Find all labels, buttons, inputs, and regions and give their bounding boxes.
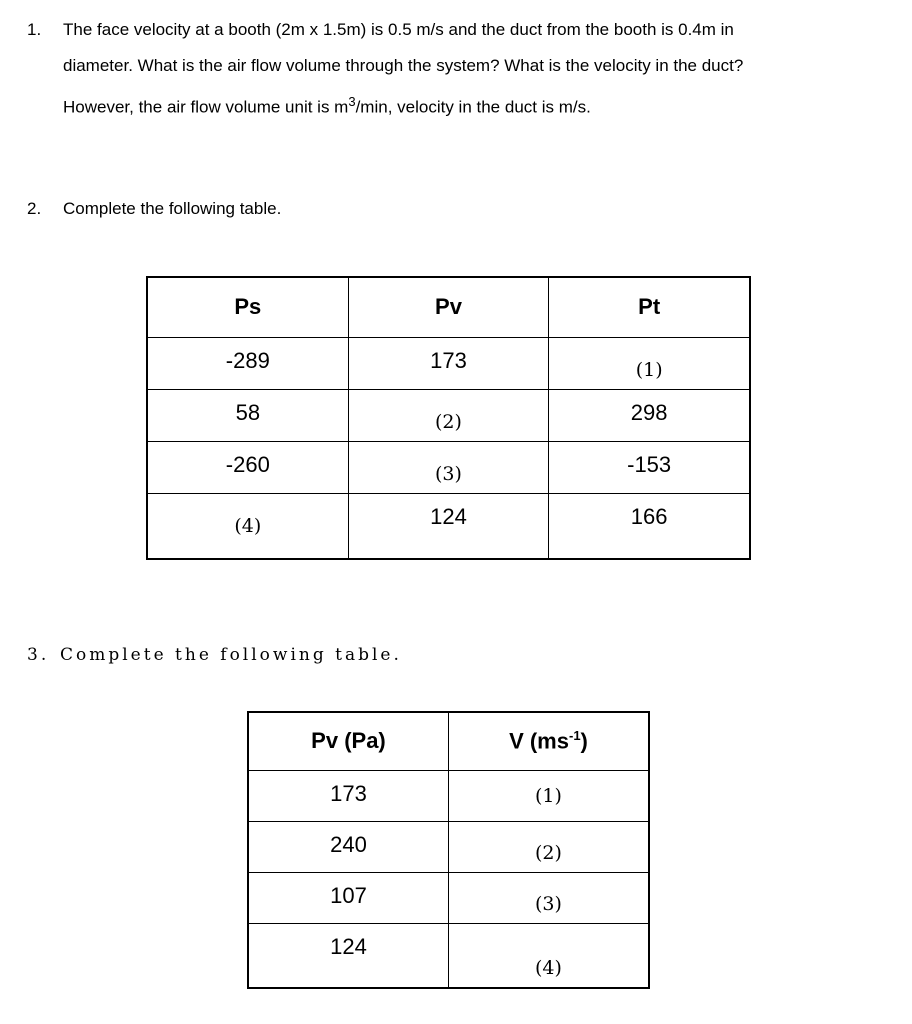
question-1-line-1: The face velocity at a booth (2m x 1.5m) is 0.5 m/s and the duct from the booth is 0.4m in <box>63 20 734 39</box>
header-pv-pa: Pv (Pa) <box>248 712 448 770</box>
question-1-superscript: 3 <box>348 94 356 109</box>
table-cell: -260 <box>147 441 348 493</box>
table-cell: 298 <box>549 389 750 441</box>
velocity-table <box>247 711 650 989</box>
header-pv: Pv <box>348 277 549 337</box>
table-cell: 124 <box>248 923 448 988</box>
table-row <box>147 337 750 389</box>
header-velocity <box>448 712 649 770</box>
question-1-line-3 <box>63 84 743 126</box>
table-row <box>248 872 649 923</box>
question-2-number: 2. <box>27 199 42 218</box>
table-cell: 166 <box>549 493 750 559</box>
table-cell-blank: (4) <box>147 493 348 559</box>
table-cell: 240 <box>248 821 448 872</box>
question-1-line-3-post: /min, velocity in the duct is m/s. <box>355 97 591 117</box>
question-3-text: Complete the following table. <box>60 645 402 665</box>
header-velocity-close: ) <box>580 728 588 754</box>
table-cell-blank: (1) <box>448 770 649 821</box>
question-1-line-3-pre: However, the air flow volume unit is m <box>63 97 349 117</box>
table-cell: 173 <box>248 770 448 821</box>
header-velocity-superscript: -1 <box>568 728 581 744</box>
table-row <box>248 770 649 821</box>
velocity-table-header <box>248 712 649 770</box>
pressure-table-header <box>147 277 750 337</box>
table-cell-blank: (2) <box>348 389 549 441</box>
header-pt: Pt <box>549 277 750 337</box>
table-cell-blank: (2) <box>448 821 649 872</box>
table-cell: 58 <box>147 389 348 441</box>
question-3-number: 3. <box>27 645 50 665</box>
table-cell-blank: (3) <box>348 441 549 493</box>
table-cell: 124 <box>348 493 549 559</box>
table-row <box>147 389 750 441</box>
table-row <box>147 493 750 559</box>
question-2-text: Complete the following table. <box>63 199 282 218</box>
table-cell-blank: (3) <box>448 872 649 923</box>
question-1-line-2: diameter. What is the air flow volume through the system? What is the velocity in the duct? <box>63 56 744 75</box>
table-cell: 107 <box>248 872 448 923</box>
table-cell: 173 <box>348 337 549 389</box>
table-cell-blank: (1) <box>549 337 750 389</box>
header-ps: Ps <box>147 277 348 337</box>
question-1-number: 1. <box>27 20 42 39</box>
question-1-text <box>63 12 743 126</box>
table-cell: -289 <box>147 337 348 389</box>
table-row <box>248 923 649 988</box>
pressure-table <box>146 276 751 560</box>
table-cell-blank: (4) <box>448 923 649 988</box>
table-row <box>248 821 649 872</box>
header-velocity-label: V (ms <box>509 728 569 754</box>
table-cell: -153 <box>549 441 750 493</box>
table-row <box>147 441 750 493</box>
